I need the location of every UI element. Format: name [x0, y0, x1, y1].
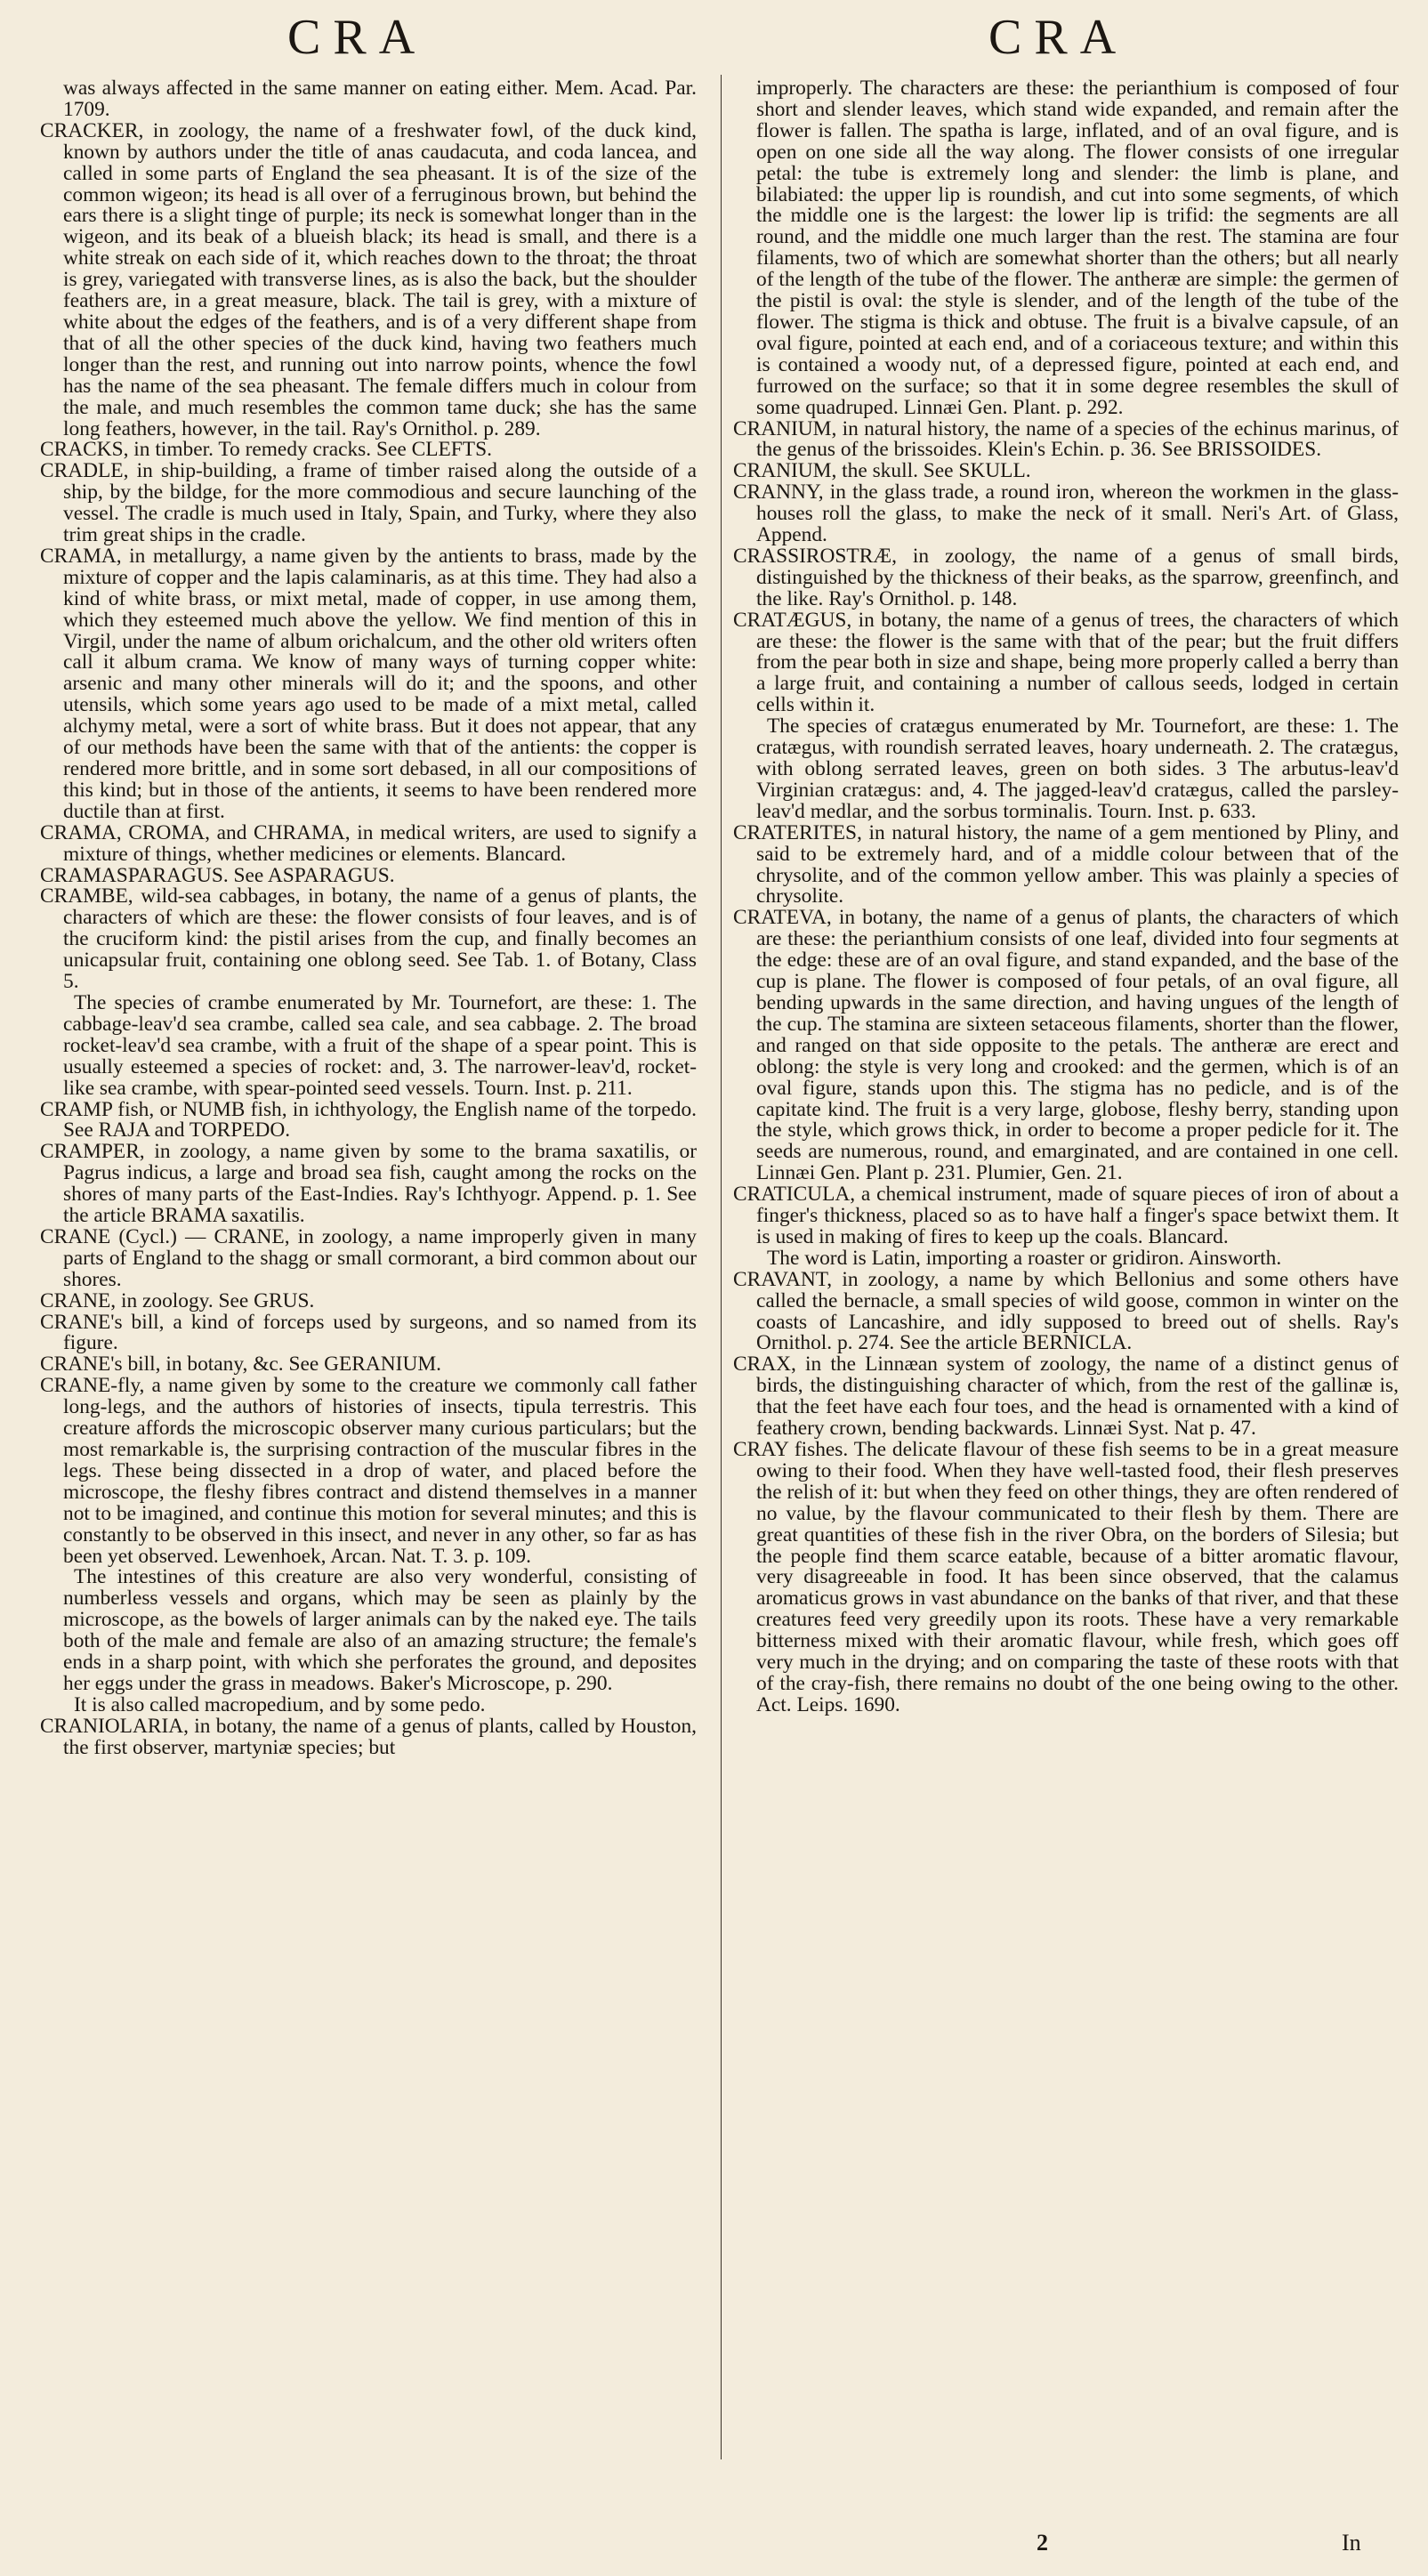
running-head-right: CRA [988, 10, 1129, 65]
dictionary-entry: CRAMASPARAGUS. See ASPARAGUS. [40, 863, 395, 887]
dictionary-entry: It is also called macropedium, and by some pedo. [74, 1692, 486, 1716]
dictionary-entry: The word is Latin, importing a roaster or gridiron. Ainsworth. [767, 1246, 1282, 1270]
dictionary-entry: CRAY fishes. The delicate flavour of these fish seems to be in a great measure owing to their food. When they have well-tasted food, their flesh preserves the relish of it: but when they feed on other things, they are often rendered of no value, by the flavour communicated to their flesh by them. There are great quantities of these fish in the river Obra, on the borders of Silesia; but the people find them scarce eatable, because of a bitter aromatic flavour, very disagreeable in food. It has been since observed, that the calamus aromaticus grows in vast abundance on the banks of that river, and that these creatures feed very greedily upon its roots. These have a very remarkable bitterness mixed with their aromatic flavour, while fresh, which goes off very much in the drying; and on comparing the taste of these roots with that of the cray-fish, there remains no doubt of the one being owing to the other. Act. Leips. 1690. [733, 1438, 1399, 1716]
dictionary-entry: CRANIUM, in natural history, the name of a species of the echinus marinus, of the genus of the brissoides. Klein's Echin. p. 36. See BRISSOIDES. [733, 416, 1399, 462]
dictionary-entry: CRAVANT, in zoology, a name by which Bellonius and some others have called the bernacle, a small species of wild goose, common in winter on the coasts of Lancashire, and idly supposed to breed out of shells. Ray's Ornithol. p. 274. See the article BERNICLA. [733, 1267, 1399, 1355]
dictionary-entry: CRAMPER, in zoology, a name given by some to the brama saxatilis, or Pagrus indicus, a large and broad sea fish, caught among the rocks on the shores of many parts of the East-Indies. Ray's Ichthyogr. Append. p. 1. See the article BRAMA saxatilis. [40, 1140, 697, 1228]
dictionary-entry: CRAMA, in metallurgy, a name given by the antients to brass, made by the mixture of copper and the lapis calaminaris, as at this time. They had also a kind of white brass, or mixt metal, made of copper, in use among them, which they esteemed much above the yellow. We find mention of this in Virgil, under the name of album orichalcum, and the other old writers often call it album crama. We know of many ways of turning copper white: arsenic and many other minerals will do it; and the spoons, and other utensils, which some years ago used to be made of a mixt metal, called alchymy metal, were a sort of white brass. But it does not appear, that any of our methods have been the same with that of the antients: the copper is rendered more brittle, and in some sort debased, in all our compositions of this kind; but in those of the antients, it seems to have been rendered more ductile than at first. [40, 544, 697, 823]
dictionary-entry: CRANIOLARIA, in botany, the name of a genus of plants, called by Houston, the first observer, martyniæ species; but [40, 1714, 697, 1759]
signature-mark: 2 [1037, 2530, 1048, 2556]
right-column [733, 78, 1399, 1716]
running-head-left: CRA [287, 10, 428, 65]
dictionary-entry: CRASSIROSTRÆ, in zoology, the name of a genus of small birds, distinguished by the thickness of their beaks, as the sparrow, greenfinch, and the like. Ray's Ornithol. p. 148. [733, 544, 1399, 610]
dictionary-entry: CRANE-fly, a name given by some to the creature we commonly call father long-legs, and the authors of histories of insects, tipula terrestris. This creature affords the microscopic observer many curious particulars; but the most remarkable is, the surprising contraction of the muscular fibres in the legs. These being dissected in a drop of water, and placed before the microscope, the fleshy fibres contract and distend themselves in a manner not to be imagined, and continue this motion for several minutes; and this is constantly to be observed in this insect, and never in any other, so far as has been yet observed. Lewenhoek, Arcan. Nat. T. 3. p. 109. [40, 1374, 697, 1568]
dictionary-entry: The intestines of this creature are also very wonderful, consisting of numberless vessels and organs, which may be seen as plainly by the microscope, as the bowels of larger animals can by the naked eye. The tails both of the male and female are also of an amazing structure; the female's ends in a sharp point, with which she perforates the ground, and deposites her eggs under the grass in meadows. Baker's Microscope, p. 290. [63, 1565, 697, 1695]
dictionary-entry: CRADLE, in ship-building, a frame of timber raised along the outside of a ship, by the bildge, for the more commodious and secure launching of the vessel. The cradle is much used in Italy, Spain, and Turky, where they also trim great ships in the cradle. [40, 459, 697, 547]
left-column [40, 78, 697, 1759]
dictionary-entry: CRANE, in zoology. See GRUS. [40, 1288, 315, 1312]
dictionary-entry: CRAMP fish, or NUMB fish, in ichthyology, the English name of the torpedo. See RAJA and TORPEDO. [40, 1097, 697, 1143]
dictionary-entry: The species of crambe enumerated by Mr. Tournefort, are these: 1. The cabbage-leav'd sea crambe, called sea cale, and sea cabbage. 2. The broad rocket-leav'd sea crambe, with a fruit of the shape of a spear point. This is usually esteemed a species of rocket: and, 3. The narrower-leav'd, rocket-like sea crambe, with spear-pointed seed vessels. Tourn. Inst. p. 211. [63, 990, 697, 1100]
dictionary-entry: CRATEVA, in botany, the name of a genus of plants, the characters of which are these: the perianthium consists of one leaf, divided into four segments at the edge: these are of an oval figure, and stand expanded, and the base of the cup is plane. The flower is composed of four petals, of an oval figure, all bending upwards in the same direction, and having ungues of the length of the cup. The stamina are sixteen setaceous filaments, shorter than the flower, and ranged on that side opposite to the petals. The antheræ are erect and oblong: the style is very long and crooked: and the germen, which is of an oval figure, stands upon this. The stigma has no pedicle, and is of the capitate kind. The fruit is a very large, globose, fleshy berry, standing upon the style, which grows thick, in order to become a proper pedicle for it. The seeds are numerous, round, and emarginated, and are contained in one cell. Linnæi Gen. Plant p. 231. Plumier, Gen. 21. [733, 906, 1399, 1185]
dictionary-entry: CRANE (Cycl.) — CRANE, in zoology, a name improperly given in many parts of England to the shagg or small cormorant, a bird common about our shores. [40, 1224, 697, 1291]
dictionary-entry: CRANE's bill, in botany, &c. See GERANIUM. [40, 1353, 441, 1377]
dictionary-entry: was always affected in the same manner on eating either. Mem. Acad. Par. 1709. [63, 77, 697, 121]
dictionary-entry: CRAX, in the Linnæan system of zoology, the name of a distinct genus of birds, the distinguishing character of which, from the rest of the gallinæ is, that the feet have each four toes, and the head is ornamented with a kind of feathery crown, bending backwards. Linnæi Syst. Nat p. 47. [733, 1353, 1399, 1441]
dictionary-entry: CRATICULA, a chemical instrument, made of square pieces of iron of about a finger's thickness, placed so as to have half a finger's space betwixt them. It is used in making of fires to keep up the coals. Blancard. [733, 1183, 1399, 1248]
dictionary-entry: CRANE's bill, a kind of forceps used by surgeons, and so named from its figure. [40, 1310, 697, 1355]
dictionary-entry: CRAMA, CROMA, and CHRAMA, in medical writers, are used to signify a mixture of things, whether medicines or elements. Blancard. [40, 820, 697, 866]
dictionary-entry: improperly. The characters are these: the perianthium is composed of four short and slender leaves, which stand wide expanded, and remain after the flower is fallen. The spatha is large, inflated, and of an oval figure, and is open on one side all the way along. The flower consists of one irregular petal: the tube is extremely long and slender: the limb is plane, and bilabiated: the upper lip is roundish, and cut into some segments, of which the middle one is the largest: the lower lip is trifid: the segments are all round, and the middle one much larger than the rest. The stamina are four filaments, two of which are somewhat shorter than the others; but all nearly of the length of the tube of the flower. The antheræ are simple: the germen of the pistil is oval: the style is slender, and of the length of the tube of the flower. The stigma is thick and obtuse. The fruit is a bivalve capsule, of an oval figure, pointed at each end, and of a coriaceous texture; and within this is contained a woody nut, of a depressed figure, pointed at each end, and furrowed on the surface; so that it in some degree resembles the skull of some quadruped. Linnæi Gen. Plant. p. 292. [756, 77, 1399, 419]
catchword: In [1342, 2530, 1361, 2556]
dictionary-entry: CRATERITES, in natural history, the name of a gem mentioned by Pliny, and said to be extremely hard, and of a middle colour between that of the chrysolite, and of the common yellow amber. This was plainly a species of chrysolite. [733, 820, 1399, 908]
dictionary-entry: CRANNY, in the glass trade, a round iron, whereon the workmen in the glass-houses roll the glass, to make the neck of it small. Neri's Art. of Glass, Append. [733, 480, 1399, 547]
dictionary-entry: CRACKS, in timber. To remedy cracks. See CLEFTS. [40, 438, 492, 462]
dictionary-entry: CRACKER, in zoology, the name of a freshwater fowl, of the duck kind, known by authors under the title of anas caudacuta, and coda lancea, and called in some parts of England the sea pheasant. It is of the size of the common wigeon; its head is all over of a ferruginous brown, but behind the ears there is a slight tinge of purple; its neck is somewhat longer than in the wigeon, and its beak of a blueish black; its head is small, and there is a white streak on each side of it, which reaches down to the throat; the throat is grey, variegated with transverse lines, as is also the back, but the shoulder feathers are, in a great measure, black. The tail is grey, with a mixture of white about the edges of the feathers, and is of a very different shape from that of all the other species of the duck kind, having two feathers much longer than the rest, and running out into narrow points, whence the fowl has the name of the sea pheasant. The female differs much in colour from the male, and much resembles the common tame duck; she has the same long feathers, however, in the tail. Ray's Ornithol. p. 289. [40, 118, 697, 440]
dictionary-entry: CRANIUM, the skull. See SKULL. [733, 459, 1031, 483]
dictionary-entry: CRAMBE, wild-sea cabbages, in botany, the name of a genus of plants, the characters of which are these: the flower consists of four leaves, and is of the cruciform kind: the pistil arises from the cup, and finally becomes an unicapsular fruit, containing one oblong seed. See Tab. 1. of Botany, Class 5. [40, 884, 697, 994]
dictionary-entry: CRATÆGUS, in botany, the name of a genus of trees, the characters of which are these: the flower is the same with that of the pear; but the fruit differs from the pear both in size and shape, being more properly called a berry than a large fruit, and containing a number of callous seeds, lodged in certain cells within it. [733, 608, 1399, 717]
column-rule [721, 75, 722, 2459]
dictionary-entry: The species of cratægus enumerated by Mr. Tournefort, are these: 1. The cratægus, with roundish serrated leaves, hoary underneath. 2. The cratægus, with oblong serrated leaves, green on both sides. 3 The arbutus-leav'd Virginian cratægus: and, 4. The jagged-leav'd cratægus, called the parsley-leav'd medlar, and the sorbus torminalis. Tourn. Inst. p. 633. [756, 715, 1399, 823]
